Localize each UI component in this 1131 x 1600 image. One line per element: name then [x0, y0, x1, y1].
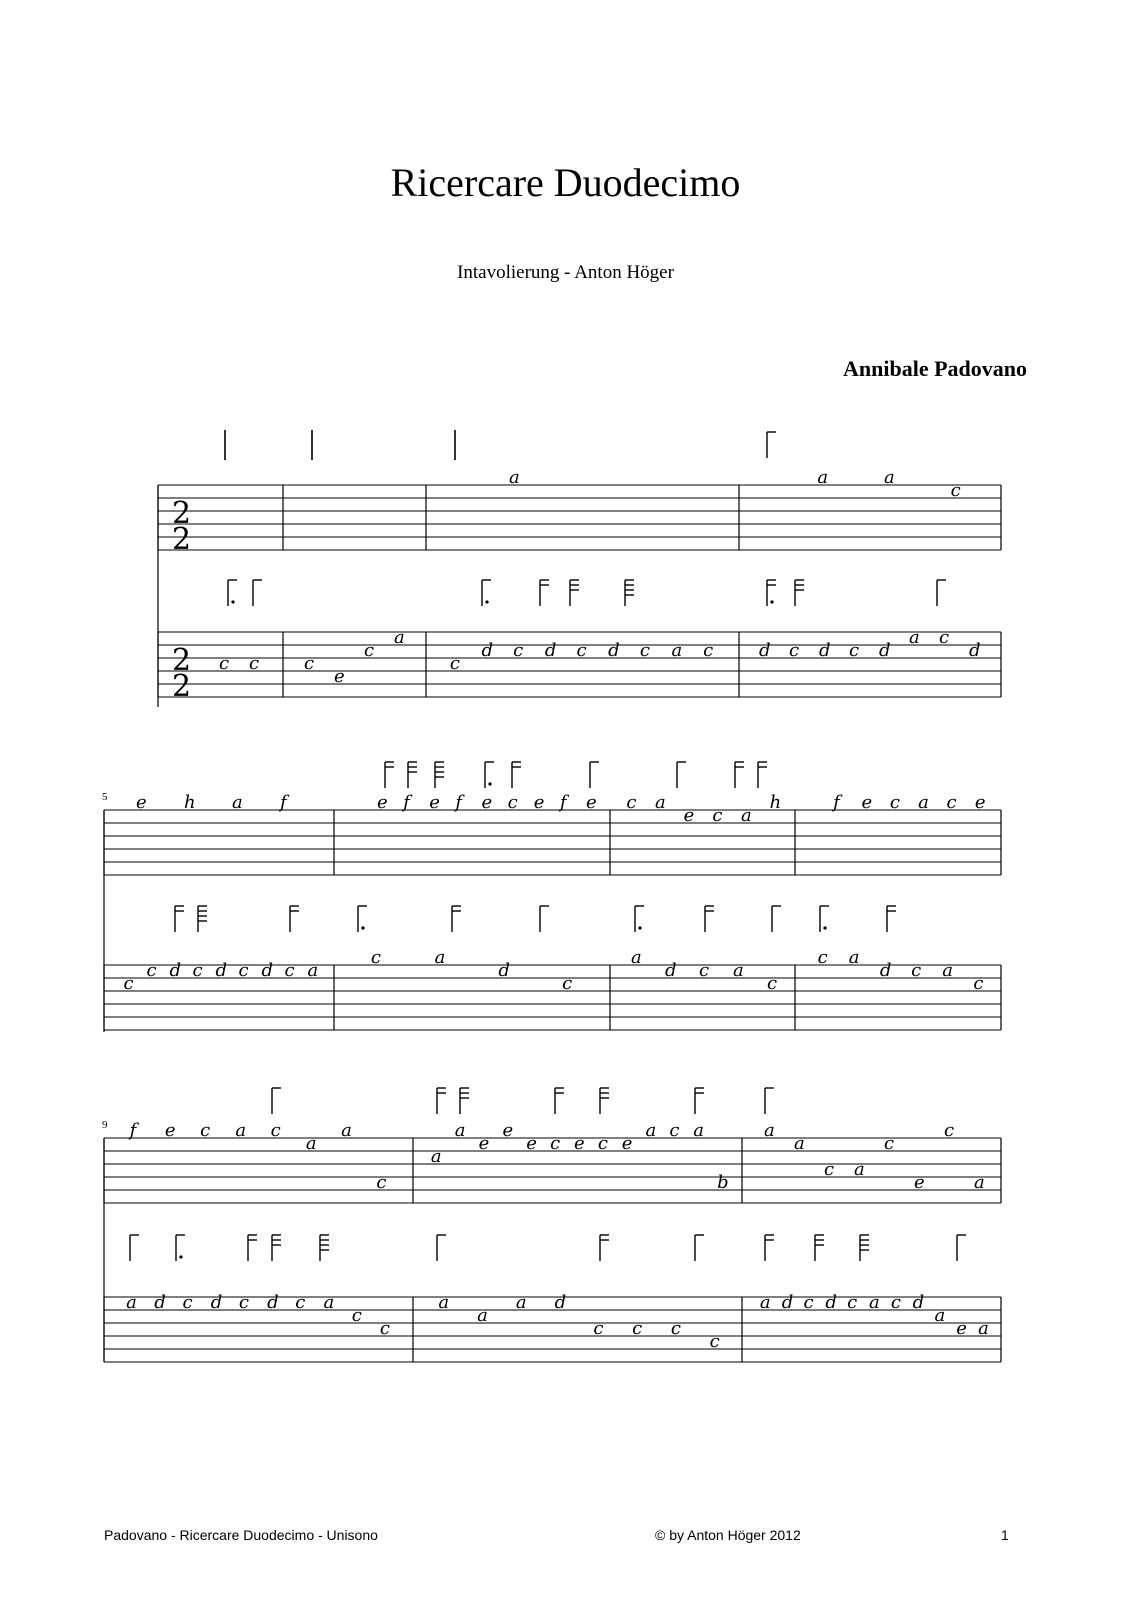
measure-number: 5: [102, 791, 108, 803]
tab-letter: f: [559, 792, 567, 813]
tab-letter: a: [817, 467, 829, 488]
tab-letter: a: [305, 1133, 317, 1154]
tab-letter: c: [824, 1159, 835, 1180]
time-signature-numerator-lower: 2: [172, 643, 192, 678]
tab-letter: a: [631, 947, 642, 968]
tab-letter: a: [978, 1318, 989, 1339]
tab-letter: e: [164, 1120, 176, 1141]
tab-letter: e: [621, 1133, 633, 1154]
tab-letter: a: [438, 1292, 450, 1313]
page-title: Ricercare Duodecimo: [390, 160, 741, 205]
tab-letter: a: [741, 805, 752, 826]
tab-letter: a: [645, 1120, 657, 1141]
tab-letter: a: [733, 960, 744, 981]
tab-letter: a: [323, 1292, 335, 1313]
tab-letter: c: [562, 973, 573, 994]
tab-letter: c: [370, 947, 381, 968]
tab-letter: c: [270, 1120, 281, 1141]
tab-letter: e: [481, 792, 493, 813]
tab-letter: d: [819, 640, 831, 661]
tab-letter: f: [280, 792, 287, 813]
tab-letter: c: [639, 640, 650, 661]
tab-letter: a: [235, 1120, 247, 1141]
tab-letter: c: [513, 640, 524, 661]
tab-letter: f: [129, 1120, 137, 1141]
tab-letter: d: [879, 960, 892, 981]
page-subtitle: Intavolierung - Anton Höger: [457, 262, 674, 283]
tab-letter: h: [184, 792, 196, 813]
tab-letter: c: [803, 1292, 814, 1313]
tab-letter: a: [884, 467, 895, 488]
tab-letter: e: [683, 805, 695, 826]
tab-letter: b: [717, 1172, 729, 1193]
tab-letter: c: [249, 653, 260, 674]
time-signature-denominator-upper: 2: [172, 522, 192, 557]
tab-letter: d: [261, 960, 274, 981]
tab-letter: e: [136, 792, 147, 813]
tab-letter: a: [307, 960, 319, 981]
tab-letter: c: [709, 1331, 720, 1352]
tab-letter: e: [956, 1318, 967, 1339]
tab-letter: a: [509, 467, 520, 488]
tab-letter: c: [364, 640, 375, 661]
tab-letter: a: [942, 960, 953, 981]
rhythm-sign-dot: [179, 1255, 182, 1258]
tab-letter: c: [238, 960, 249, 981]
tab-letter: c: [597, 1133, 608, 1154]
tab-letter: a: [341, 1120, 352, 1141]
time-signature-numerator-upper: 2: [172, 496, 192, 531]
rhythm-sign-dot: [485, 600, 488, 603]
tab-letter: c: [767, 973, 778, 994]
tab-letter: a: [759, 1292, 771, 1313]
tab-letter: a: [794, 1133, 805, 1154]
tab-letter: c: [449, 653, 460, 674]
tab-letter: a: [430, 1146, 442, 1167]
tab-letter: c: [146, 960, 157, 981]
tab-letter: a: [869, 1292, 880, 1313]
tab-letter: d: [665, 960, 677, 981]
tab-letter: c: [284, 960, 295, 981]
tab-letter: d: [879, 640, 891, 661]
tab-letter: e: [377, 792, 388, 813]
footer-left: Padovano - Ricercare Duodecimo - Unisono: [104, 1527, 378, 1543]
tab-letter: a: [477, 1305, 488, 1326]
tab-letter: c: [939, 627, 950, 648]
tab-letter: d: [267, 1292, 279, 1313]
tab-letter: a: [693, 1120, 704, 1141]
tab-letter: c: [550, 1133, 561, 1154]
tab-letter: c: [703, 640, 714, 661]
tab-letter: d: [759, 640, 771, 661]
tab-letter: c: [351, 1305, 362, 1326]
tab-letter: e: [585, 792, 597, 813]
rhythm-sign-dot: [823, 926, 826, 929]
tab-letter: e: [574, 1133, 585, 1154]
tab-letter: d: [498, 960, 510, 981]
tab-letter: d: [969, 640, 981, 661]
tab-letter: d: [169, 960, 182, 981]
tab-letter: c: [849, 640, 860, 661]
tab-letter: c: [379, 1318, 390, 1339]
tab-letter: a: [909, 627, 920, 648]
tab-letter: d: [554, 1292, 567, 1313]
tab-letter: a: [854, 1159, 865, 1180]
tab-letter: d: [608, 640, 620, 661]
tab-letter: d: [825, 1292, 837, 1313]
tab-letter: c: [817, 947, 828, 968]
rhythm-sign-dot: [361, 926, 364, 929]
tab-letter: a: [394, 627, 405, 648]
tab-letter: c: [884, 1133, 895, 1154]
tab-letter: a: [434, 947, 446, 968]
tab-letter: c: [576, 640, 587, 661]
tab-letter: c: [890, 1292, 901, 1313]
tab-letter: c: [973, 973, 984, 994]
tab-letter: h: [769, 792, 782, 813]
tab-letter: c: [376, 1172, 387, 1193]
rhythm-sign-dot: [770, 600, 773, 603]
tab-letter: c: [192, 960, 203, 981]
tab-letter: d: [544, 640, 557, 661]
tab-letter: c: [944, 1120, 955, 1141]
rhythm-sign-dot: [638, 926, 641, 929]
tab-letter: c: [847, 1292, 858, 1313]
composer-name: Annibale Padovano: [843, 356, 1027, 381]
tab-letter: f: [455, 792, 463, 813]
tab-letter: d: [781, 1292, 794, 1313]
tab-letter: e: [533, 792, 545, 813]
time-signature-denominator-lower: 2: [172, 669, 192, 704]
tab-letter: c: [669, 1120, 680, 1141]
tab-letter: c: [670, 1318, 681, 1339]
page-number: 1: [1001, 1527, 1009, 1543]
rhythm-sign-dot: [488, 782, 491, 785]
tab-letter: c: [295, 1292, 306, 1313]
tab-letter: a: [126, 1292, 137, 1313]
tab-letter: c: [789, 640, 800, 661]
tab-letter: c: [593, 1318, 604, 1339]
tab-letter: d: [912, 1292, 925, 1313]
tab-letter: e: [526, 1133, 537, 1154]
tab-letter: c: [304, 653, 315, 674]
tab-letter: c: [911, 960, 922, 981]
tab-letter: e: [861, 792, 873, 813]
tab-letter: c: [182, 1292, 193, 1313]
tab-letter: a: [974, 1172, 985, 1193]
tab-letter: c: [219, 653, 230, 674]
tab-letter: a: [918, 792, 929, 813]
tab-letter: a: [934, 1305, 946, 1326]
tab-letter: a: [232, 792, 243, 813]
tab-letter: d: [210, 1292, 223, 1313]
tab-letter: d: [481, 640, 494, 661]
tab-letter: a: [515, 1292, 527, 1313]
tab-letter: c: [950, 480, 961, 501]
tab-letter: a: [671, 640, 683, 661]
tab-letter: e: [478, 1133, 490, 1154]
tab-letter: e: [429, 792, 440, 813]
rhythm-sign-dot: [231, 600, 234, 603]
measure-number: 9: [102, 1119, 108, 1131]
tab-letter: e: [334, 666, 345, 687]
tab-letter: c: [632, 1318, 643, 1339]
tab-letter: e: [974, 792, 986, 813]
footer-center: © by Anton Höger 2012: [655, 1527, 801, 1543]
tab-letter: c: [238, 1292, 249, 1313]
tab-letter: c: [946, 792, 957, 813]
tab-letter: a: [454, 1120, 466, 1141]
tab-letter: f: [403, 792, 410, 813]
tab-letter: c: [712, 805, 723, 826]
tab-letter: d: [154, 1292, 166, 1313]
tab-letter: a: [655, 792, 666, 813]
tab-letter: c: [507, 792, 518, 813]
tab-letter: c: [699, 960, 710, 981]
tab-letter: e: [502, 1120, 514, 1141]
tab-letter: c: [626, 792, 637, 813]
tab-letter: e: [914, 1172, 925, 1193]
tab-letter: c: [889, 792, 900, 813]
tab-letter: f: [833, 792, 840, 813]
tab-letter: d: [215, 960, 228, 981]
tab-letter: c: [123, 973, 134, 994]
tab-letter: a: [848, 947, 860, 968]
tab-letter: a: [764, 1120, 775, 1141]
tab-letter: c: [200, 1120, 211, 1141]
